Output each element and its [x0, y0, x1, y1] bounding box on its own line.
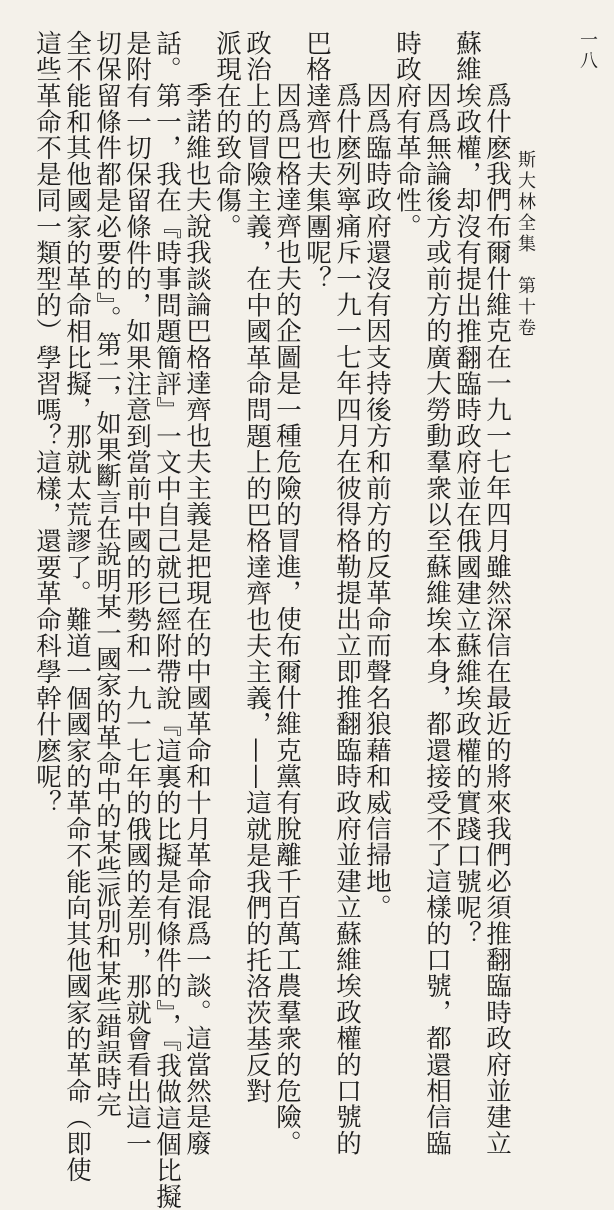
running-header-title: 斯大林全集 第十卷 — [515, 150, 536, 339]
text-line: 這些革命不是同一類型的）學習嗎？這樣，還要革命科學幹什麽呢？ — [32, 30, 62, 816]
text-line: 蘇維埃政權，却沒有提出推翻臨時政府並在俄國建立蘇維埃政權的實踐口號呢？ — [452, 30, 482, 947]
text-line: 因爲臨時政府還沒有因支持後方和前方的反革命而聲名狼藉和威信掃地。 — [362, 82, 392, 921]
text-line: 因爲巴格達齊也夫的企圖是一種危險的冒進，使布爾什維克黨有脫離千百萬工農羣衆的危險。 — [272, 82, 302, 1157]
text-line: 時政府有革命性。 — [392, 30, 422, 240]
page-number: 一八 — [577, 30, 598, 72]
text-line: 爲什麽我們布爾什維克在一九一七年四月雖然深信在最近的將來我們必須推翻臨時政府並建立 — [482, 82, 512, 1157]
text-line: 巴格達齊也夫集團呢？ — [302, 30, 332, 292]
text-line: 因爲無論後方或前方的廣大勞動羣衆以至蘇維埃本身，都還接受不了這樣的口號，都還相信臨 — [422, 82, 452, 1157]
text-line: 政治上的冒險主義，在中國革命問題上的巴格達齊也夫主義，——這就是我們的托洛茨基反對 — [242, 30, 272, 1105]
text-line: 全不能和其他國家的革命相比擬，那就太荒謬了。難道一個國家的革命不能向其他國家的革命（即使 — [62, 30, 92, 1183]
text-line: 爲什麽列寧痛斥一九一七年四月在彼得格勒提出立即推翻臨時政府並建立蘇維埃政權的口號的 — [332, 82, 362, 1157]
text-line: 切保留條件都是必要的』。第二，如果斷言在說明某一國家的革命中的某些派別和某些錯誤時完 — [92, 30, 122, 1118]
text-line: 話。第一，我在『時事問題簡評』一文中自己就已經附帶說『這裏的比擬是有條件的』，『我做這個比擬 — [152, 30, 182, 1210]
text-line: 季諾維也夫說我談論巴格達齊也夫主義是把現在的中國革命和十月革命混爲一談。這當然是廢 — [182, 82, 212, 1157]
text-line: 是附有一切保留條件的，如果注意到當前中國的形勢和一九一七年的俄國的差別，那就會看出這一 — [122, 30, 152, 1157]
text-line: 派現在的致命傷。 — [212, 30, 242, 240]
